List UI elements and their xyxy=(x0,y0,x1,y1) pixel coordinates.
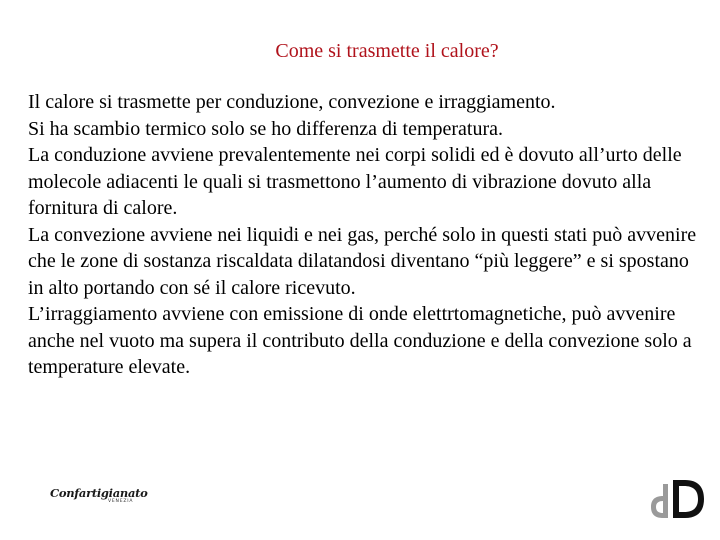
confartigianato-logo xyxy=(50,486,148,506)
paragraph-intro: Il calore si trasmette per conduzione, convezione e irraggiamento. xyxy=(28,91,556,113)
confartigianato-logo-subtitle: VENEZIA xyxy=(108,499,134,504)
slide-title: Come si trasmette il calore? xyxy=(275,40,499,62)
dd-logo xyxy=(647,476,707,522)
dd-logo-small-d xyxy=(651,484,668,518)
dd-logo-large-d xyxy=(673,480,704,518)
paragraph-exchange: Si ha scambio termico solo se ho differenza di temperatura. xyxy=(28,117,504,140)
slide-body xyxy=(28,89,698,381)
paragraph-radiation: L’irraggiamento avviene con emissione di onde elettrtomagnetiche, può avvenire anche nel vuoto ma supera il contributo della conduzione e della convezione solo a temperature elevate. xyxy=(28,303,692,378)
paragraph-convection: La convezione avviene nei liquidi e nei gas, perché solo in questi stati può avvenire che le zone di sostanza riscaldata dilatandosi diventano “più leggere” e si spostano in alto portando con sé il calore ricevuto. xyxy=(28,223,697,299)
confartigianato-logo-text: Confartigianato xyxy=(50,486,148,500)
paragraph-conduction: La conduzione avviene prevalentemente nei corpi solidi ed è dovuto all’urto delle molecole adiacenti le quali si trasmettono l’aumento di vibrazione dovuto alla fornitura di calore. xyxy=(28,144,682,219)
